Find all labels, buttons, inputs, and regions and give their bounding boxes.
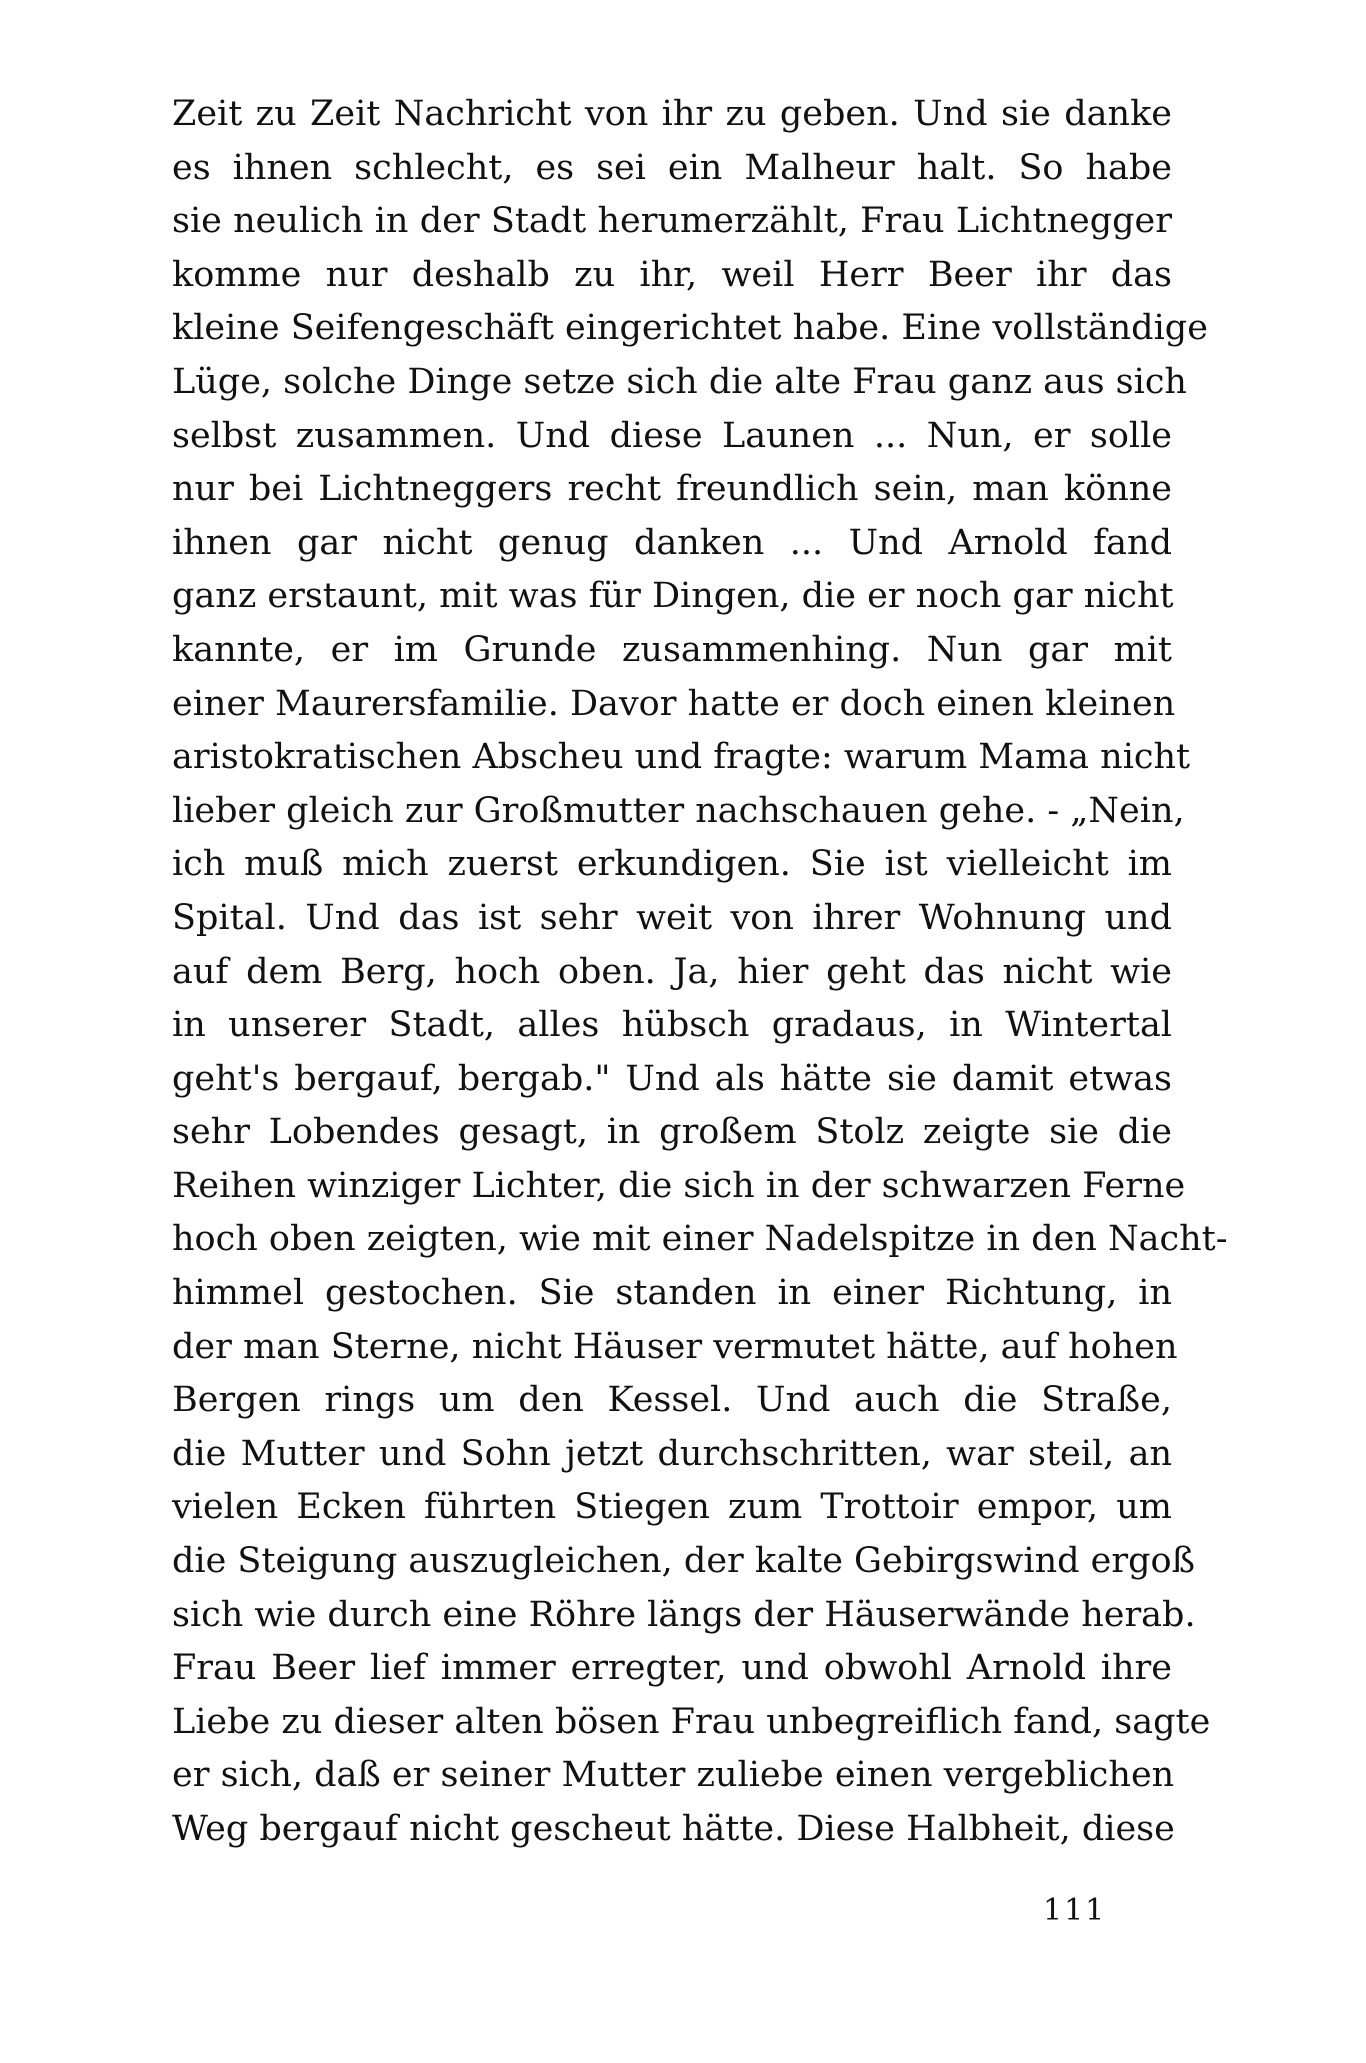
text-line: die Steigung auszugleichen, der kalte Gebirgswind ergoß — [172, 1541, 1195, 1582]
text-line: Lüge, solche Dinge setze sich die alte Frau ganz aus sich — [172, 361, 1187, 402]
text-line: kleine Seifengeschäft eingerichtet habe. Eine vollständige — [172, 308, 1208, 349]
text-line: komme nur deshalb zu ihr, weil Herr Beer ihr das — [172, 254, 1172, 295]
text-line: vielen Ecken führten Stiegen zum Trottoir empor, um — [172, 1487, 1172, 1528]
text-line: ganz erstaunt, mit was für Dingen, die er noch gar nicht — [172, 576, 1174, 617]
text-line: in unserer Stadt, alles hübsch gradaus, in Wintertal — [172, 1005, 1172, 1046]
text-line: sehr Lobendes gesagt, in großem Stolz zeigte sie die — [172, 1112, 1172, 1153]
text-line: die Mutter und Sohn jetzt durchschritten, war steil, an — [172, 1433, 1172, 1474]
page-number: 111 — [1043, 1893, 1107, 1928]
text-line: lieber gleich zur Großmutter nachschauen gehe. - „Nein, — [172, 790, 1185, 831]
text-line: er sich, daß er seiner Mutter zuliebe einen vergeblichen — [172, 1755, 1175, 1796]
text-line: ihnen gar nicht genug danken ... Und Arnold fand — [172, 522, 1172, 563]
text-line: sie neulich in der Stadt herumerzählt, Frau Lichtnegger — [172, 201, 1172, 242]
text-line: sich wie durch eine Röhre längs der Häuserwände herab. — [172, 1594, 1196, 1635]
text-line: Reihen winziger Lichter, die sich in der schwarzen Ferne — [172, 1165, 1186, 1206]
text-line: aristokratischen Abscheu und fragte: warum Mama nicht — [172, 737, 1191, 778]
text-line: Weg bergauf nicht gescheut hätte. Diese Halbheit, diese — [172, 1809, 1175, 1849]
text-line: kannte, er im Grunde zusammenhing. Nun gar mit — [172, 629, 1172, 670]
text-line: ich muß mich zuerst erkundigen. Sie ist vielleicht im — [172, 844, 1172, 885]
text-line: Bergen rings um den Kessel. Und auch die Straße, — [172, 1380, 1172, 1421]
text-line: geht's bergauf, bergab." Und als hätte sie damit etwas — [172, 1058, 1172, 1099]
text-line: auf dem Berg, hoch oben. Ja, hier geht das nicht wie — [172, 951, 1172, 992]
text-line: Spital. Und das ist sehr weit von ihrer Wohnung und — [172, 897, 1172, 938]
text-line: hoch oben zeigten, wie mit einer Nadelspitze in den Nacht- — [172, 1219, 1228, 1260]
text-line: der man Sterne, nicht Häuser vermutet hätte, auf hohen — [172, 1326, 1178, 1367]
text-line: nur bei Lichtneggers recht freundlich sein, man könne — [172, 469, 1172, 510]
text-line: Frau Beer lief immer erregter, und obwohl Arnold ihre — [172, 1648, 1172, 1689]
text-line: himmel gestochen. Sie standen in einer Richtung, in — [172, 1273, 1172, 1314]
text-line: Zeit zu Zeit Nachricht von ihr zu geben. Und sie danke — [172, 94, 1172, 134]
text-line: einer Maurersfamilie. Davor hatte er doch einen kleinen — [172, 683, 1176, 724]
text-line: Liebe zu dieser alten bösen Frau unbegreiflich fand, sagte — [172, 1701, 1211, 1742]
text-line: es ihnen schlecht, es sei ein Malheur halt. So habe — [172, 147, 1172, 188]
text-line: selbst zusammen. Und diese Launen ... Nun, er solle — [172, 415, 1172, 456]
body-text — [172, 88, 1228, 1857]
